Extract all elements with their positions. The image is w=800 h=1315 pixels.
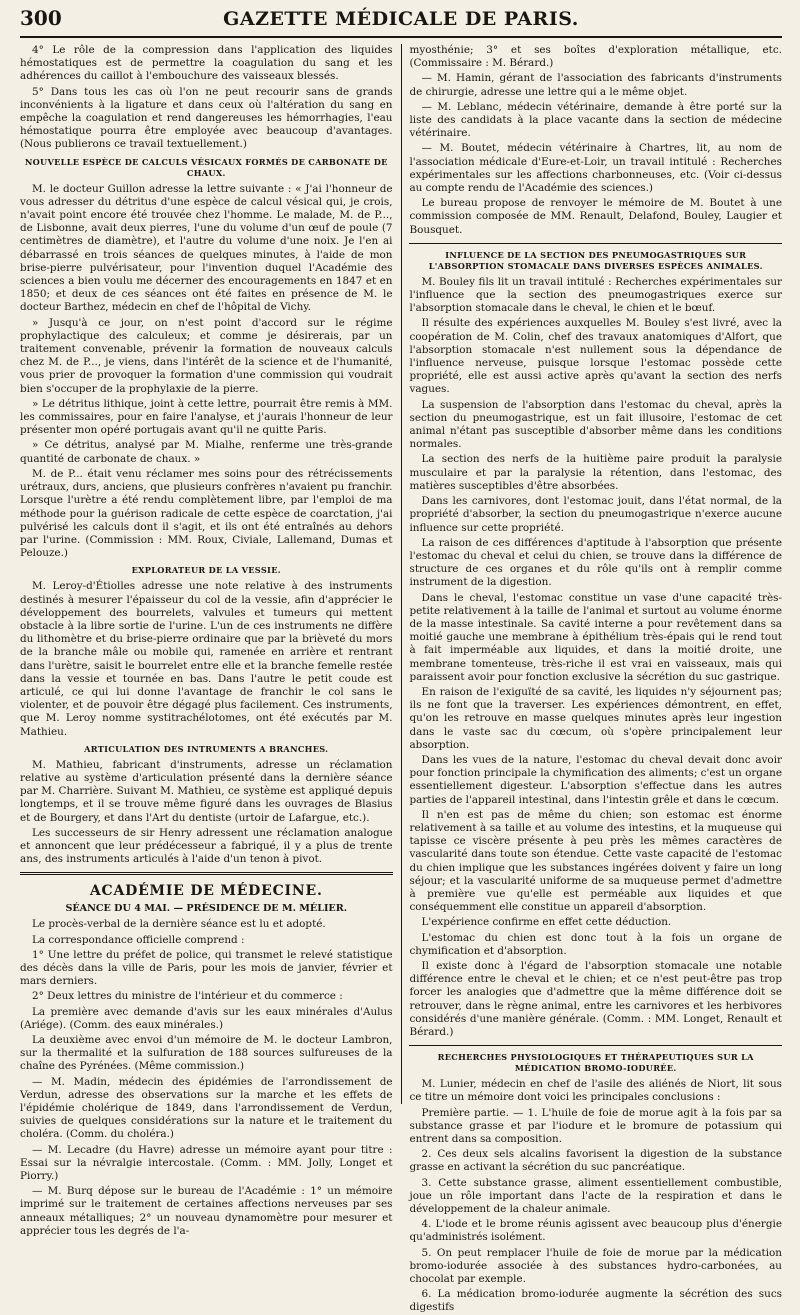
paragraph: M. le docteur Guillon adresse la lettre suivante : « J'ai l'honneur de vous adresser du détritus d'une espèce de calcul vésical qui, je crois, n'avait point encore été trouvée chez l'homme. Le malade, M. de P..., de Lisbonne, avait deux pierres, l'une du volume d'un œuf de poule (7 centimètres de diamètre), et l'autre du volume d'une noix. Je l'en ai débarrassé en trois séances de quelques minutes, à l'aide de mon brise-pierre pulvérisateur, pour l'invention duquel l'Académie des sciences a bien voulu me décerner des encouragements en 1847 et en 1850; et deux de ces séances ont été faites en présence de M. le docteur Barthez, médecin en chef de l'hôpital de Vichy. [20,182,393,314]
page-header [20,6,782,38]
paragraph: La section des nerfs de la huitième paire produit la paralysie musculaire et par la paralysie la rétention, dans l'estomac, des matières susceptibles d'être absorbées. [409,453,782,492]
paragraph: M. Mathieu, fabricant d'instruments, adresse un réclamation relative au système d'articulation présenté dans la dernière séance par M. Charrière. Suivant M. Mathieu, ce système est appliqué depuis longtemps, et il se trouve même figuré dans les ouvrages de Blasius et de Bourgery, et dans l'Art du dentiste (urtoir de Lafargue, etc.). [20,758,393,824]
paragraph: 6. La médication bromo-iodurée augmente la sécrétion des sucs digestifs [409,1288,782,1314]
paragraph: Dans le cheval, l'estomac constitue un vase d'une capacité très-petite relativement à la taille de l'animal et surtout au volume énorme de la masse intestinale. Sa cavité interne a pour revêtement dans sa moitié gauche une membrane à épithélium très-épais qui le rend tout à fait imperméable aux liquides, et dans la moitié droite, une membrane tomenteuse, très-riche il est vrai en vaisseaux, mais qui paraissent avoir pour fonction exclusive la sécrétion du suc gastrique. [409,591,782,683]
left-column [20,44,393,1237]
section-heading: ARTICULATION DES INTRUMENTS A BRANCHES. [84,743,329,754]
section-heading: EXPLORATEUR DE LA VESSIE. [131,565,281,576]
paragraph: M. Leroy-d'Étiolles adresse une note relative à des instruments destinés à mesurer l'épaisseur du col de la vessie, afin d'apprécier le développement des bourrelets, valvules et tumeurs qui mettent obstacle à la libre sortie de l'urine. L'un de ces instruments ne diffère du lithomètre et du brise-pierre ordinaire que par la brièveté du mors de la branche mâle ou mobile qui, ramenée en arrière et rentrant dans l'urètre, saisit le bourrelet entre elle et la branche femelle restée dans la vessie et tournée en bas. Dans l'autre le petit coude est articulé, ce qui lui donne l'avantage de franchir le col sans le violenter, et de pouvoir être dégagé plus facilement. Ces instruments, que M. Leroy nomme systitrachélotomes, ont été exécutés par M. Mathieu. [20,580,393,738]
right-column [409,44,782,1314]
academy-title: ACADÉMIE DE MÉDECINE. [89,883,323,900]
paragraph: — M. Leblanc, médecin vétérinaire, demande à être porté sur la liste des candidats à la place vacante dans la section de médecine vétérinaire. [409,100,782,140]
paragraph: Dans les carnivores, dont l'estomac jouit, dans l'état normal, de la propriété d'absorber, la section du pneumogastrique n'exerce aucune influence sur cette propriété. [409,495,782,534]
section-heading: INFLUENCE DE LA SECTION DES PNEUMOGASTRIQUES SUR L'ABSORPTION STOMACALE DANS DIVERSES ESPÈCES ANIMALES. [428,249,763,271]
paragraph: Il n'en est pas de même du chien; son estomac est énorme relativement à sa taille et au volume des intestins, et la muqueuse qui tapisse ce viscère présente à peu près les mêmes caractères de vascularité dans toute son étendue. Cette vaste capacité de l'estomac du chien implique que les substances ingérées doivent y faire un long séjour; et la vascularité uniforme de sa muqueuse permet d'admettre à première vue qu'elle est perméable aux liquides et que conséquemment elle constitue un appareil d'absorption. [409,808,782,914]
column-divider [401,44,402,1104]
running-title: GAZETTE MÉDICALE DE PARIS. [223,8,579,30]
paragraph: M. Bouley fils lit un travail intitulé : Recherches expérimentales sur l'influence que la section des pneumogastriques exerce sur l'absorption stomacale dans le cheval, le chien et le bœuf. [409,275,782,315]
paragraph: 5. On peut remplacer l'huile de foie de morue par la médication bromo-iodurée associée à des substances hydro-carbonées, au chocolat par exemple. [409,1246,782,1286]
paragraph: La première avec demande d'avis sur les eaux minérales d'Aulus (Ariége). (Comm. des eaux minérales.) [20,1005,393,1031]
section-divider [20,872,393,875]
section-divider [409,1045,782,1046]
paragraph: — M. Burq dépose sur le bureau de l'Académie : 1° un mémoire imprimé sur le traitement de certaines affections nerveuses par ses anneaux métalliques; 2° un nouveau dynamomètre pour mesurer et apprécier tous les degrés de l'a- [20,1185,393,1237]
section-divider [409,243,782,244]
paragraph: myosthénie; 3° et ses boîtes d'exploration métallique, etc. (Commissaire : M. Bérard.) [409,44,782,70]
paragraph: 4. L'iode et le brome réunis agissent avec beaucoup plus d'énergie qu'administrés isolément. [409,1218,782,1244]
paragraph: — M. Boutet, médecin vétérinaire à Chartres, lit, au nom de l'association médicale d'Eure-et-Loir, un travail intitulé : Recherches expérimentales sur les affections charbonneuses, etc. (Voir ci-dessus au compte rendu de l'Académie des sciences.) [409,142,782,195]
paragraph: 1° Une lettre du préfet de police, qui transmet le relevé statistique des décès dans la ville de Paris, pour les mois de janvier, février et mars derniers. [20,948,393,988]
paragraph: La correspondance officielle comprend : [32,933,245,946]
paragraph: M. de P... était venu réclamer mes soins pour des rétrécissements urétraux, durs, anciens, que plusieurs confrères n'avaient pu franchir. Lorsque l'urètre a été rendu complètement libre, par l'emploi de ma méthode pour la guérison radicale de cette espèce de coarctation, j'ai pulvérisé les calculs dont il s'agit, et ils ont été entraînés au dehors par l'urine. (Commission : MM. Roux, Civiale, Lallemand, Dumas et Pelouze.) [20,467,393,560]
paragraph: — M. Hamin, gérant de l'association des fabricants d'instruments de chirurgie, adresse une lettre qui a le même objet. [409,72,782,98]
paragraph: La deuxième avec envoi d'un mémoire de M. le docteur Lambron, sur la thermalité et la sulfuration de 188 sources sulfureuses de la chaîne des Pyrénées. (Même commission.) [20,1034,393,1073]
paragraph: 5° Dans tous les cas où l'on ne peut recourir sans de grands inconvénients à la ligature et dans ceux où l'altération du sang en empêche la coagulation et rend dangereuses les hémorrhagies, l'eau hémostatique pourra être employée avec beaucoup d'avantages. (Nous publierons ce travail textuellement.) [20,85,393,151]
paragraph: Le procès-verbal de la dernière séance est lu et adopté. [32,918,326,931]
paragraph: » Jusqu'à ce jour, on n'est point d'accord sur le régime prophylactique des calculeux; et comme je désirerais, par un traitement convenable, prévenir la formation de nouveaux calculs chez M. de P..., je viens, dans l'intérêt de la science et de l'humanité, vous prier de provoquer la formation d'une commission qui voudrait bien s'occuper de la prophylaxie de la pierre. [20,316,393,395]
session-heading: SÉANCE DU 4 MAI. — PRÉSIDENCE DE M. MÉLIER. [65,903,348,915]
paragraph: Le bureau propose de renvoyer le mémoire de M. Boutet à une commission composée de MM. Renault, Delafond, Bouley, Laugier et Bousquet. [409,197,782,236]
paragraph: M. Lunier, médecin en chef de l'asile des aliénés de Niort, lit sous ce titre un mémoire dont voici les principales conclusions : [409,1078,782,1104]
paragraph: — M. Madin, médecin des épidémies de l'arrondissement de Verdun, adresse des observations sur la marche et les effets de l'épidémie cholérique de 1849, dans l'arrondissement de Verdun, suivies de quelques considérations sur la nature et le traitement du choléra. (Comm. du choléra.) [20,1075,393,1141]
paragraph: La raison de ces différences d'aptitude à l'absorption que présente l'estomac du cheval et celui du chien, se trouve dans la différence de structure de ces organes et du rôle qu'ils ont à remplir comme instrument de la digestion. [409,536,782,589]
paragraph: Dans les vues de la nature, l'estomac du cheval devait donc avoir pour fonction principale la chymification des aliments; c'est un organe essentiellement digesteur. L'absorption s'effectue dans les autres parties de l'appareil intestinal, dans l'intestin grêle et dans le cœcum. [409,753,782,806]
paragraph: En raison de l'exiguïté de sa cavité, les liquides n'y séjournent pas; ils ne font que la traverser. Les expériences démontrent, en effet, qu'on les retrouve en masse quelques minutes après leur ingestion dans le vaste sac du cœcum, où s'opère principalement leur absorption. [409,685,782,751]
paragraph: Il résulte des expériences auxquelles M. Bouley s'est livré, avec la coopération de M. Colin, chef des travaux anatomiques d'Alfort, que l'absorption stomacale n'est nullement sous la dépendance de l'influence nerveuse, puisque lorsque l'estomac possède cette propriété, elle est aussi active après qu'avant la section des nerfs vagues. [409,317,782,396]
columns [20,44,782,1314]
paragraph: 2° Deux lettres du ministre de l'intérieur et du commerce : [32,990,343,1003]
paragraph: 2. Ces deux sels alcalins favorisent la digestion de la substance grasse en activant la sécrétion du suc pancréatique. [409,1148,782,1174]
section-heading: NOUVELLE ESPÈCE DE CALCULS VÉSICAUX FORMÉS DE CARBONATE DE CHAUX. [24,156,388,178]
paragraph: L'expérience confirme en effet cette déduction. [421,916,672,929]
paragraph: La suspension de l'absorption dans l'estomac du cheval, après la section du pneumogastrique, est un fait illusoire, l'estomac de cet animal n'étant pas susceptible d'absorber même dans les conditions normales. [409,398,782,451]
paragraph: 3. Cette substance grasse, aliment essentiellement combustible, joue un rôle important dans l'acte de la respiration et dans le développement de la chaleur animale. [409,1176,782,1216]
paragraph: L'estomac du chien est donc tout à la fois un organe de chymification et d'absorption. [409,931,782,957]
paragraph: 4° Le rôle de la compression dans l'application des liquides hémostatiques est de permettre la coagulation du sang et les adhérences du caillot à l'embouchure des vaisseaux blessés. [20,44,393,83]
paragraph: Première partie. — 1. L'huile de foie de morue agit à la fois par sa substance grasse et par l'iodure et le bromure de potassium qui entrent dans sa composition. [409,1106,782,1146]
paragraph: » Ce détritus, analysé par M. Mialhe, renferme une très-grande quantité de carbonate de chaux. » [20,439,393,465]
paragraph: — M. Lecadre (du Havre) adresse un mémoire ayant pour titre : Essai sur la névralgie intercostale. (Comm. : MM. Jolly, Longet et Piorry.) [20,1143,393,1183]
page-number: 300 [20,6,62,30]
paragraph: » Le détritus lithique, joint à cette lettre, pourrait être remis à MM. les commissaires, pour en faire l'analyse, et j'aurais l'honneur de leur présenter mon opéré portugais avant qu'il ne quitte Paris. [20,397,393,437]
paragraph: Il existe donc à l'égard de l'absorption stomacale une notable différence entre le cheval et le chien; et ce n'est peut-être pas trop forcer les analogies que d'admettre que la même différence doit se retrouver, dans le règne animal, entre les carnivores et les herbivores considérés d'une manière générale. (Comm. : MM. Longet, Renault et Bérard.) [409,960,782,1039]
section-heading: RECHERCHES PHYSIOLOGIQUES ET THÉRAPEUTIQUES SUR LA MÉDICATION BROMO-IODURÉE. [437,1052,754,1074]
paragraph: Les successeurs de sir Henry adressent une réclamation analogue et annoncent que leur prédécesseur a fabriqué, il y a plus de trente ans, des instruments articulés à l'aide d'un tenon à pivot. [20,826,393,866]
